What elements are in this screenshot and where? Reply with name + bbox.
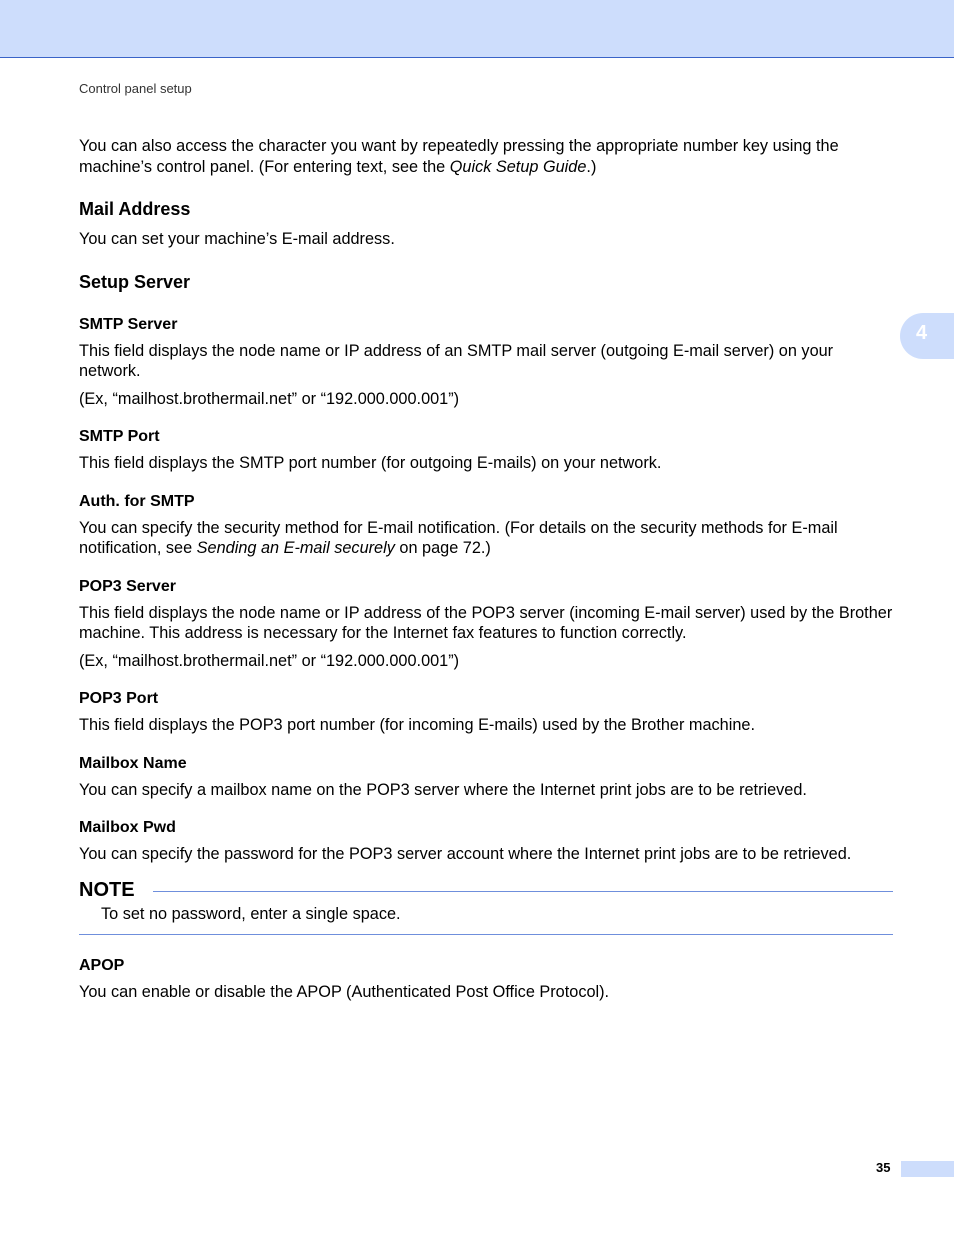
mail-address-text: You can set your machine’s E-mail address. <box>79 230 395 248</box>
mailbox-name-heading: Mailbox Name <box>79 754 187 772</box>
mailbox-pwd-text: You can specify the password for the POP3 server account where the Internet print jobs are to be retrieved. <box>79 845 852 863</box>
header-band <box>0 0 954 58</box>
pop3-server-heading: POP3 Server <box>79 577 176 595</box>
mail-address-heading: Mail Address <box>79 199 191 219</box>
mailbox-name-text: You can specify a mailbox name on the POP3 server where the Internet print jobs are to be retrieved. <box>79 780 807 799</box>
pop3-server-text: This field displays the node name or IP address of the POP3 server (incoming E-mail server) used by the Brother machine. This address is necessary for the Internet fax features to function correctly. <box>79 603 893 642</box>
page-number: 35 <box>876 1160 891 1175</box>
pop3-server-example: (Ex, “mailhost.brothermail.net” or “192.000.000.001”) <box>79 651 460 670</box>
intro-paragraph: You can also access the character you want by repeatedly pressing the appropriate number key using the machine’s control panel. (For entering text, see the Quick Setup Guide.) <box>79 137 839 176</box>
apop-text: You can enable or disable the APOP (Authenticated Post Office Protocol). <box>79 983 610 1001</box>
breadcrumb: Control panel setup <box>79 81 192 96</box>
chapter-tab <box>900 313 954 359</box>
auth-smtp-heading: Auth. for SMTP <box>79 492 195 510</box>
note-title: NOTE <box>79 879 153 901</box>
page-content <box>79 136 893 1003</box>
chapter-number: 4 <box>916 322 928 344</box>
pop3-port-heading: POP3 Port <box>79 690 159 707</box>
note-box <box>79 879 893 936</box>
quick-setup-guide-ref: Quick Setup Guide <box>449 157 587 176</box>
smtp-port-text: This field displays the SMTP port number (for outgoing E-mails) on your network. <box>79 454 662 472</box>
smtp-server-heading: SMTP Server <box>79 315 178 333</box>
note-top-rule <box>79 891 893 892</box>
note-text: To set no password, enter a single space. <box>101 904 401 923</box>
page-number-bar <box>901 1161 954 1177</box>
auth-smtp-text: You can specify the security method for E-mail notification. (For details on the security methods for E-mail notification, see Sending an E-mail securely on page 72.) <box>79 518 838 557</box>
pop3-port-text: This field displays the POP3 port number (for incoming E-mails) used by the Brother machine. <box>79 716 755 734</box>
setup-server-heading: Setup Server <box>79 271 191 292</box>
smtp-server-example: (Ex, “mailhost.brothermail.net” or “192.000.000.001”) <box>79 389 460 408</box>
smtp-server-text: This field displays the node name or IP address of an SMTP mail server (outgoing E-mail server) on your network. <box>79 341 834 380</box>
mailbox-pwd-heading: Mailbox Pwd <box>79 819 176 836</box>
smtp-port-heading: SMTP Port <box>79 428 160 445</box>
sending-email-securely-ref: Sending an E-mail securely <box>196 539 395 557</box>
apop-heading: APOP <box>79 957 125 974</box>
